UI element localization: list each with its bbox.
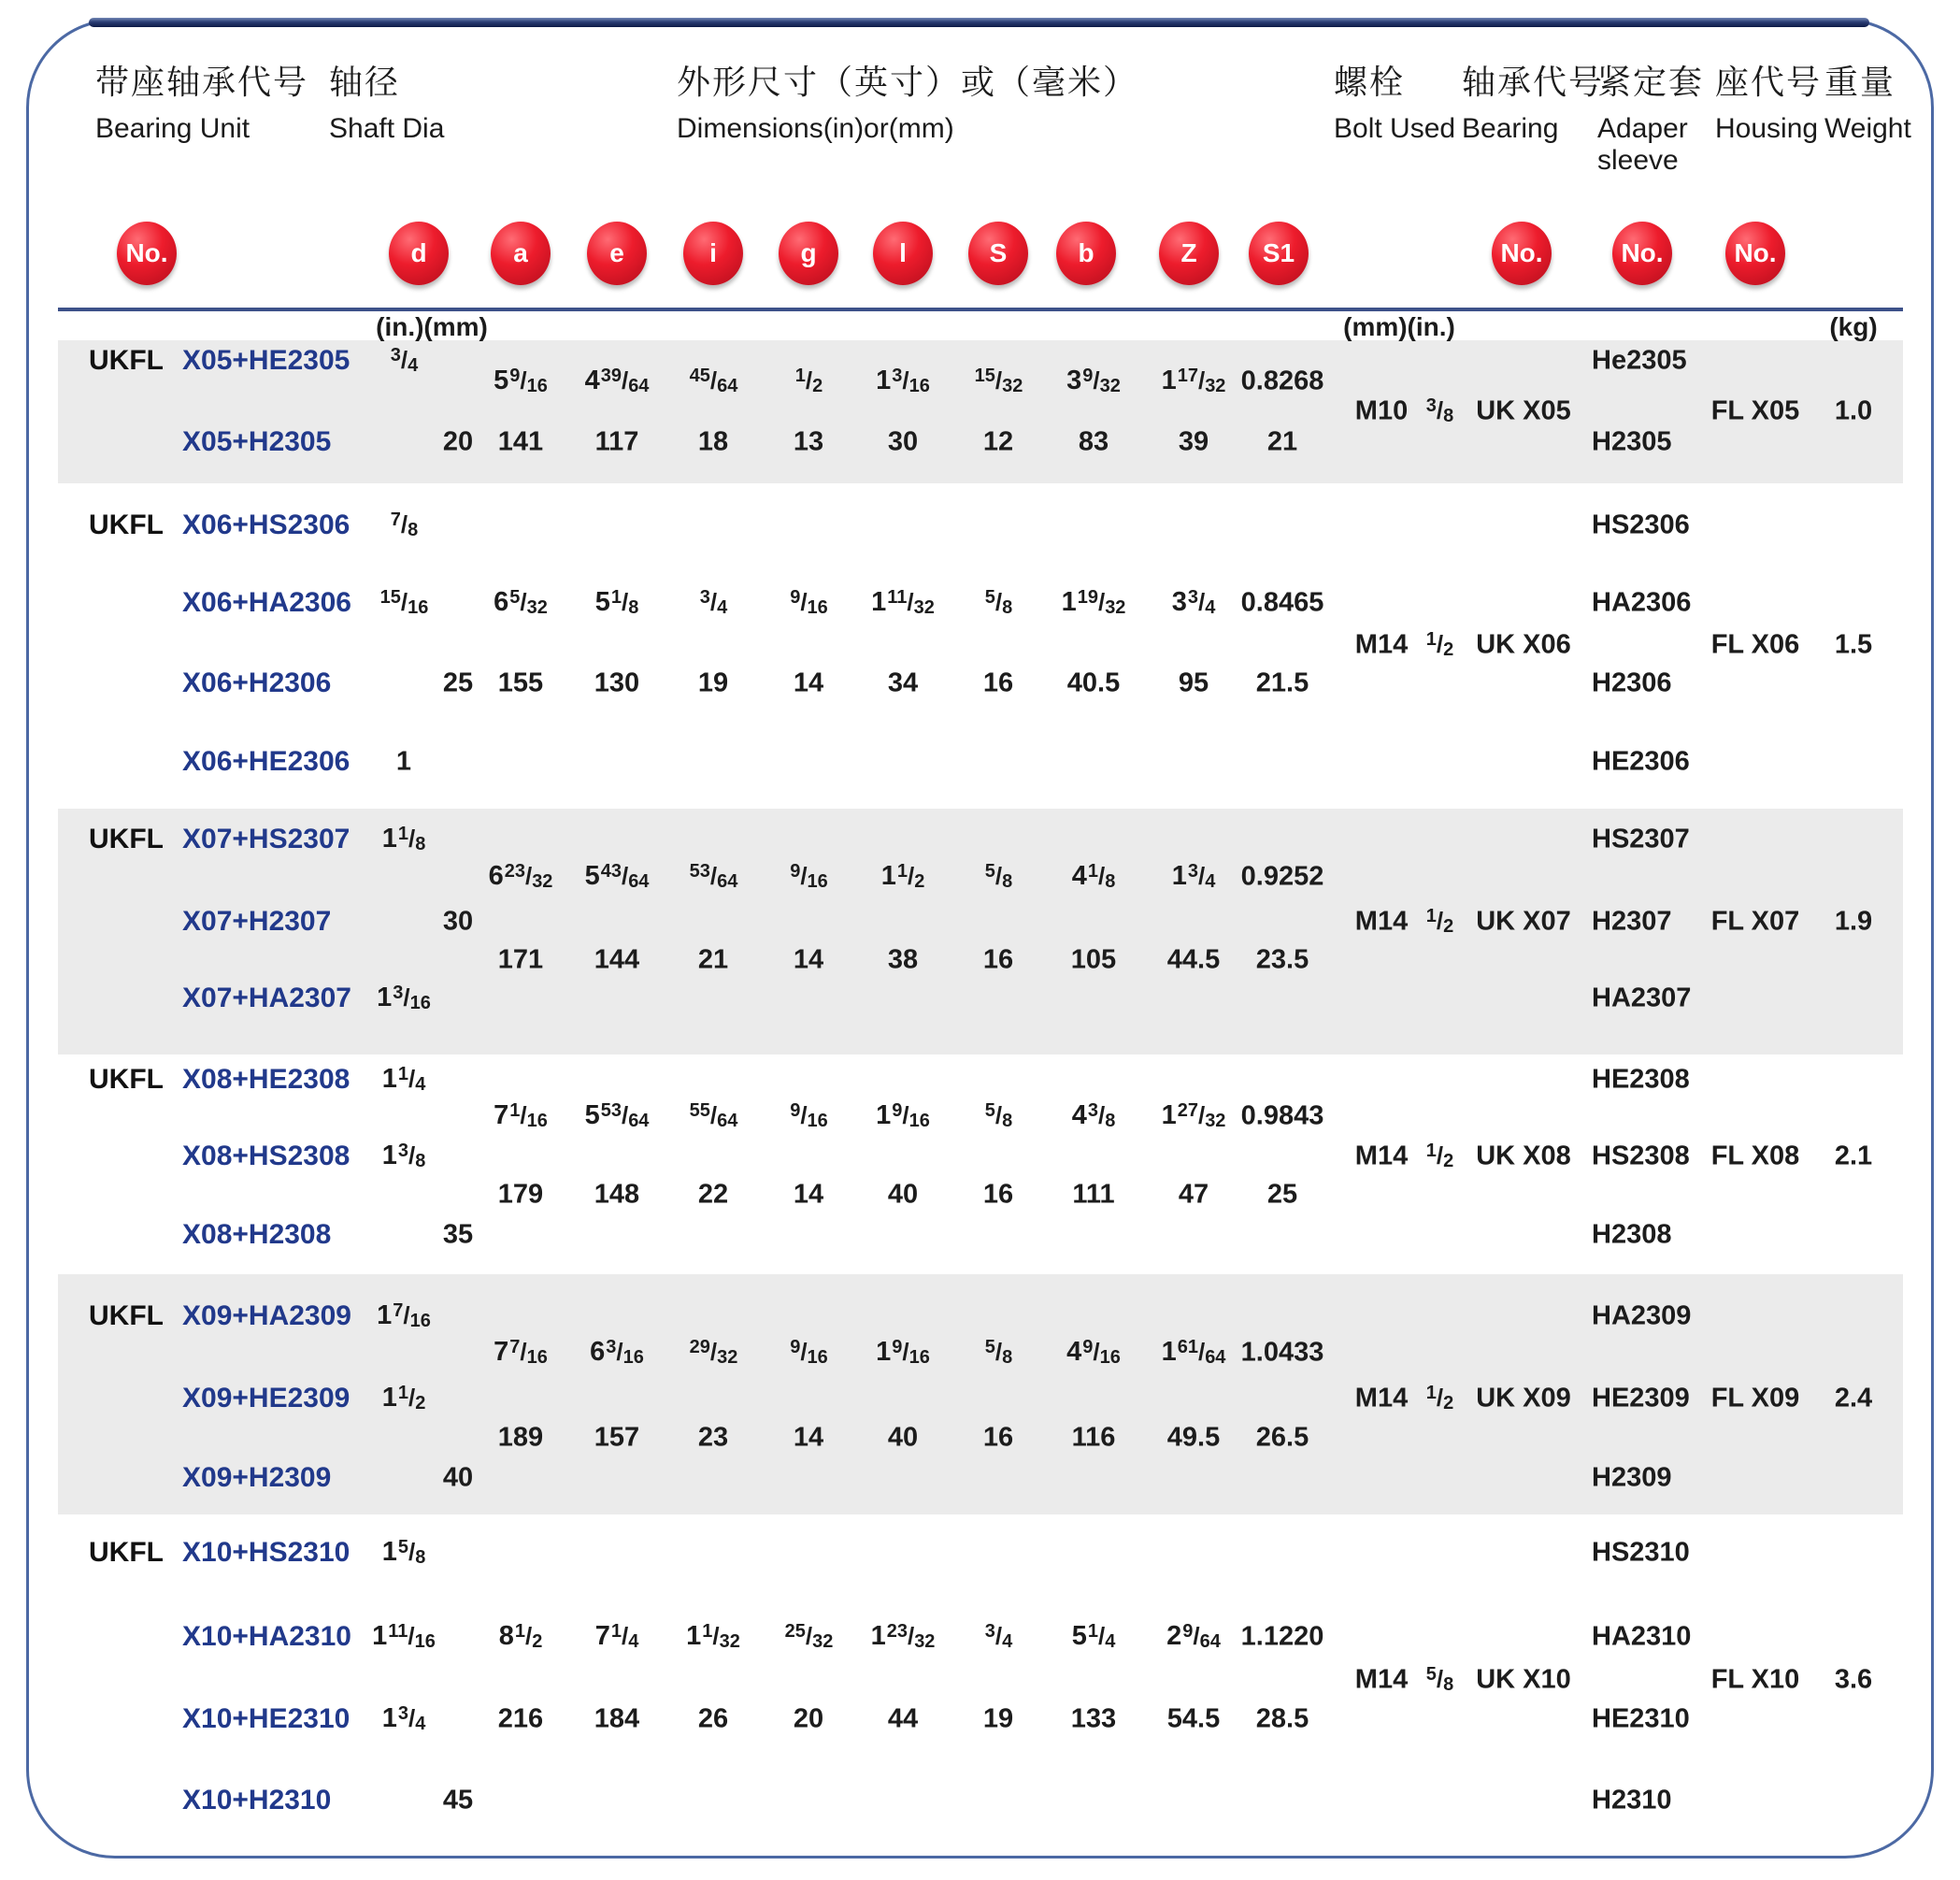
dim-e: 5$^{43}$/64 [584,861,650,892]
dim-a: 171 [497,944,544,975]
adapter-sleeve-no: HA2310 [1592,1621,1692,1652]
dim-b: 111 [1072,1179,1115,1210]
dim-d-mm: 45 [442,1785,474,1815]
dim-l: 1$^{11}$/32 [871,587,935,618]
dim-l: 1$^3$/16 [876,366,930,396]
dim-l: 38 [887,944,919,975]
dim-g: $^9$/16 [790,861,828,892]
dim-e: 5$^{53}$/64 [584,1100,650,1131]
adapter-sleeve-no: H2310 [1592,1785,1672,1815]
dim-a: 7$^1$/16 [494,1100,548,1131]
dim-s: 16 [982,1179,1014,1210]
dim-s: 16 [982,1422,1014,1453]
dim-i: $^{29}$/32 [689,1337,738,1368]
bearing-no: UK X05 [1476,395,1571,426]
adapter-sleeve-no: H2305 [1592,426,1672,457]
header-adapter-sleeve [1597,56,1710,177]
bearing-unit-name: X10+H2310 [182,1785,332,1815]
header-bearing-unit-zh: 带座轴承代号 [95,63,309,101]
dim-g: 13 [793,426,824,457]
dim-b: 133 [1070,1703,1117,1734]
dim-s: $^3$/4 [984,1621,1013,1652]
bearing-unit-name: X06+HA2306 [182,587,351,618]
header-bearing-unit [95,56,308,145]
housing-no: FL X08 [1710,1141,1800,1171]
dim-b: 116 [1071,1422,1116,1453]
bolt-size-in: $^1$/2 [1425,629,1454,660]
badge-no-unit: No. [117,222,177,285]
bearing-unit-name: X10+HS2310 [182,1537,351,1568]
header-shaft-dia-zh: 轴径 [329,63,401,101]
housing-no: FL X06 [1710,629,1800,660]
bearing-no: UK X10 [1476,1664,1571,1695]
dim-d-mm: 35 [442,1219,474,1250]
dim-g: 14 [793,1179,824,1210]
dim-z: 39 [1178,426,1209,457]
dim-z: 47 [1178,1179,1209,1210]
dim-z: 1$^{17}$/32 [1161,366,1226,396]
dim-s1: 0.9252 [1240,861,1324,892]
header-housing-en: Housing [1715,113,1819,144]
header-shaft-dia-en: Shaft Dia [329,113,445,144]
dim-i: $^{45}$/64 [689,366,738,396]
header-dimensions [677,56,1138,145]
bearing-unit-name: X08+HE2308 [182,1064,351,1095]
bearing-unit-name: X10+HE2310 [182,1703,351,1734]
dim-s: $^5$/8 [984,1100,1013,1131]
unit-label-dim: (in.)(mm) [376,312,488,341]
dim-g: $^{25}$/32 [784,1621,834,1652]
dim-g: 20 [793,1703,824,1734]
header-adapter-sleeve-en: Adaper sleeve [1597,113,1688,176]
unit-label-bolt: (mm)(in.) [1343,312,1455,341]
dim-a: 6$^{23}$/32 [488,861,553,892]
dim-s: $^{15}$/32 [974,366,1023,396]
bearing-no: UK X09 [1476,1383,1571,1414]
bearing-unit-prefix: UKFL [89,509,164,540]
adapter-sleeve-no: HE2310 [1592,1703,1690,1734]
dim-d-in: 1$^3$/8 [381,1141,426,1171]
dim-z: 2$^9$/64 [1166,1621,1221,1652]
bolt-size-in: $^1$/2 [1425,906,1454,937]
dim-b: 5$^1$/4 [1071,1621,1116,1652]
weight-kg: 1.0 [1834,395,1873,426]
header-dimensions-en: Dimensions(in)or(mm) [677,113,954,144]
header-weight-en: Weight [1824,113,1911,144]
dim-a: 8$^1$/2 [498,1621,543,1652]
housing-no: FL X07 [1710,906,1800,937]
bolt-size-in: $^5$/8 [1425,1664,1454,1695]
dim-s1: 21.5 [1255,667,1309,698]
bearing-unit-name: X09+HA2309 [182,1300,351,1331]
weight-kg: 3.6 [1834,1664,1873,1695]
dim-b: 4$^1$/8 [1071,861,1116,892]
dim-i: 21 [697,944,729,975]
badge-d: d [389,222,449,285]
dim-z: 1$^3$/4 [1171,861,1216,892]
dim-g: 14 [793,944,824,975]
dim-s1: 28.5 [1255,1703,1309,1734]
adapter-sleeve-no: H2306 [1592,667,1672,698]
dim-i: 22 [697,1179,729,1210]
dim-s1: 1.1220 [1240,1621,1324,1652]
adapter-sleeve-no: HE2308 [1592,1064,1690,1095]
header-bearing-unit-en: Bearing Unit [95,113,250,144]
dim-l: 1$^9$/16 [876,1337,930,1368]
dim-i: 26 [697,1703,729,1734]
dim-z: 44.5 [1166,944,1221,975]
dim-b: 83 [1078,426,1109,457]
adapter-sleeve-no: H2309 [1592,1462,1672,1493]
badge-b: b [1056,222,1116,285]
unit-label-weight: (kg) [1829,312,1878,341]
dim-z: 1$^{61}$/64 [1161,1337,1226,1368]
header-weight-zh: 重量 [1824,63,1896,101]
dim-l: 30 [887,426,919,457]
dim-s1: 0.9843 [1240,1100,1324,1131]
bolt-size-in: $^1$/2 [1425,1383,1454,1414]
housing-no: FL X09 [1710,1383,1800,1414]
bearing-unit-prefix: UKFL [89,345,164,376]
dim-d-in: 1$^1$/8 [381,824,426,854]
bearing-unit-name: X08+HS2308 [182,1141,351,1171]
dim-z: 54.5 [1166,1703,1221,1734]
header-housing [1715,56,1822,145]
bearing-unit-name: X06+H2306 [182,667,332,698]
bearing-unit-prefix: UKFL [89,824,164,854]
dim-l: 40 [887,1179,919,1210]
dim-d-in: 1$^1$/4 [381,1064,426,1095]
bearing-no: UK X06 [1476,629,1571,660]
badge-l: l [873,222,933,285]
bearing-unit-prefix: UKFL [89,1300,164,1331]
dim-i: $^{53}$/64 [689,861,738,892]
dim-s: $^5$/8 [984,1337,1013,1368]
dim-g: 14 [793,667,824,698]
dim-a: 179 [497,1179,544,1210]
bolt-size-mm: M14 [1354,629,1409,660]
dim-s1: 25 [1266,1179,1298,1210]
housing-no: FL X05 [1710,395,1800,426]
adapter-sleeve-no: HS2308 [1592,1141,1690,1171]
dim-g: $^9$/16 [790,587,828,618]
dim-a: 7$^7$/16 [494,1337,548,1368]
adapter-sleeve-no: HS2306 [1592,509,1690,540]
dim-d-in: 1$^3$/4 [381,1703,426,1734]
badge-e: e [587,222,647,285]
dim-s1: 26.5 [1255,1422,1309,1453]
dim-a: 141 [497,426,544,457]
bolt-size-in: $^1$/2 [1425,1141,1454,1171]
dim-d-in: $^7$/8 [390,509,419,540]
dim-s1: 1.0433 [1240,1337,1324,1368]
dim-g: $^1$/2 [794,366,823,396]
dim-e: 130 [594,667,640,698]
dim-s: 19 [982,1703,1014,1734]
dim-i: 1$^1$/32 [686,1621,740,1652]
header-bearing-no-en: Bearing [1462,113,1559,144]
bearing-unit-prefix: UKFL [89,1537,164,1568]
dim-b: 1$^{19}$/32 [1061,587,1126,618]
dim-z: 1$^{27}$/32 [1161,1100,1226,1131]
dim-l: 40 [887,1422,919,1453]
dim-d-mm: 40 [442,1462,474,1493]
dim-l: 34 [887,667,919,698]
header-bolt-used-zh: 螺栓 [1334,63,1406,101]
header-housing-zh: 座代号 [1715,63,1823,101]
dim-g: $^9$/16 [790,1100,828,1131]
dim-s1: 0.8465 [1240,587,1324,618]
header-weight [1824,56,1911,145]
badge-no-bearing: No. [1492,222,1552,285]
dim-i: 19 [697,667,729,698]
dim-e: 4$^{39}$/64 [584,366,650,396]
dim-s1: 21 [1266,426,1298,457]
dim-l: 44 [887,1703,919,1734]
adapter-sleeve-no: HA2309 [1592,1300,1692,1331]
header-dimensions-zh: 外形尺寸（英寸）或（毫米） [677,63,1139,101]
top-accent-bar [89,18,1869,27]
dim-d-in: $^{15}$/16 [379,587,429,618]
bolt-size-in: $^3$/8 [1425,395,1454,426]
dim-s: $^5$/8 [984,861,1013,892]
dim-e: 5$^1$/8 [594,587,639,618]
dim-e: 117 [594,426,639,457]
bearing-no: UK X07 [1476,906,1571,937]
badge-no-sleeve: No. [1612,222,1672,285]
dim-s1: 0.8268 [1240,366,1324,396]
dim-d-in: 1$^3$/16 [377,983,431,1013]
bearing-unit-name: X10+HA2310 [182,1621,351,1652]
badge-g: g [779,222,838,285]
bearing-unit-name: X08+H2308 [182,1219,332,1250]
dim-z: 49.5 [1166,1422,1221,1453]
bearing-no: UK X08 [1476,1141,1571,1171]
dim-e: 157 [594,1422,640,1453]
dim-z: 95 [1178,667,1209,698]
dim-a: 5$^9$/16 [494,366,548,396]
header-bolt-used-en: Bolt Used [1334,113,1456,144]
badge-s: S [968,222,1028,285]
dim-i: $^3$/4 [699,587,728,618]
bearing-unit-name: X07+HA2307 [182,983,351,1013]
adapter-sleeve-no: HA2306 [1592,587,1692,618]
bolt-size-mm: M14 [1354,1383,1409,1414]
adapter-sleeve-no: HE2309 [1592,1383,1690,1414]
bolt-size-mm: M14 [1354,1141,1409,1171]
dim-l: 1$^1$/2 [880,861,925,892]
bearing-unit-name: X07+H2307 [182,906,332,937]
adapter-sleeve-no: HE2306 [1592,746,1690,777]
dim-e: 7$^1$/4 [594,1621,639,1652]
bolt-size-mm: M14 [1354,1664,1409,1695]
badge-i: i [683,222,743,285]
dim-d-in: 1$^{11}$/16 [372,1621,436,1652]
dim-d-in: 1 [395,746,412,777]
dim-d-mm: 30 [442,906,474,937]
adapter-sleeve-no: HS2310 [1592,1537,1690,1568]
dim-s: 16 [982,944,1014,975]
dim-i: 23 [697,1422,729,1453]
dim-a: 6$^5$/32 [494,587,548,618]
dim-s: 16 [982,667,1014,698]
dim-b: 4$^9$/16 [1066,1337,1121,1368]
dim-b: 105 [1070,944,1117,975]
header-bolt-used [1334,56,1455,145]
dim-a: 216 [497,1703,544,1734]
adapter-sleeve-no: He2305 [1592,345,1687,376]
dim-d-mm: 20 [442,426,474,457]
dim-a: 189 [497,1422,544,1453]
bearing-unit-name: X09+H2309 [182,1462,332,1493]
dim-g: 14 [793,1422,824,1453]
badge-s1: S1 [1249,222,1309,285]
weight-kg: 2.4 [1834,1383,1873,1414]
dim-e: 148 [594,1179,640,1210]
adapter-sleeve-no: H2308 [1592,1219,1672,1250]
dim-s1: 23.5 [1255,944,1309,975]
housing-no: FL X10 [1710,1664,1800,1695]
dim-i: $^{55}$/64 [689,1100,738,1131]
adapter-sleeve-no: HS2307 [1592,824,1690,854]
dim-z: 3$^3$/4 [1171,587,1216,618]
dim-d-in: $^3$/4 [390,345,419,376]
header-bearing-no-zh: 轴承代号 [1462,63,1605,101]
bearing-unit-name: X06+HS2306 [182,509,351,540]
dim-e: 144 [594,944,640,975]
bearing-unit-name: X09+HE2309 [182,1383,351,1414]
weight-kg: 1.5 [1834,629,1873,660]
bearing-unit-prefix: UKFL [89,1064,164,1095]
dim-l: 1$^{23}$/32 [870,1621,936,1652]
bearing-unit-name: X05+H2305 [182,426,332,457]
dim-d-in: 1$^1$/2 [381,1383,426,1414]
dim-b: 4$^3$/8 [1071,1100,1116,1131]
dim-d-in: 1$^7$/16 [377,1300,431,1331]
dim-s: 12 [982,426,1014,457]
bolt-size-mm: M10 [1354,395,1409,426]
badge-a: a [491,222,551,285]
bolt-size-mm: M14 [1354,906,1409,937]
bearing-unit-name: X05+HE2305 [182,345,351,376]
header-adapter-sleeve-zh: 紧定套 [1597,63,1705,101]
adapter-sleeve-no: HA2307 [1592,983,1692,1013]
header-divider [58,308,1903,311]
header-shaft-dia [329,56,444,145]
dim-d-mm: 25 [442,667,474,698]
dim-i: 18 [697,426,729,457]
badge-no-housing: No. [1725,222,1785,285]
bearing-unit-name: X06+HE2306 [182,746,351,777]
dim-b: 40.5 [1066,667,1121,698]
weight-kg: 2.1 [1834,1141,1873,1171]
dim-l: 1$^9$/16 [876,1100,930,1131]
weight-kg: 1.9 [1834,906,1873,937]
bearing-unit-name: X07+HS2307 [182,824,351,854]
dim-s: $^5$/8 [984,587,1013,618]
dim-e: 184 [594,1703,640,1734]
dim-e: 6$^3$/16 [590,1337,644,1368]
adapter-sleeve-no: H2307 [1592,906,1672,937]
dim-d-in: 1$^5$/8 [381,1537,426,1568]
dim-g: $^9$/16 [790,1337,828,1368]
badge-z: Z [1159,222,1219,285]
header-bearing-no [1462,56,1604,145]
dim-a: 155 [497,667,544,698]
dim-b: 3$^9$/32 [1066,366,1121,396]
